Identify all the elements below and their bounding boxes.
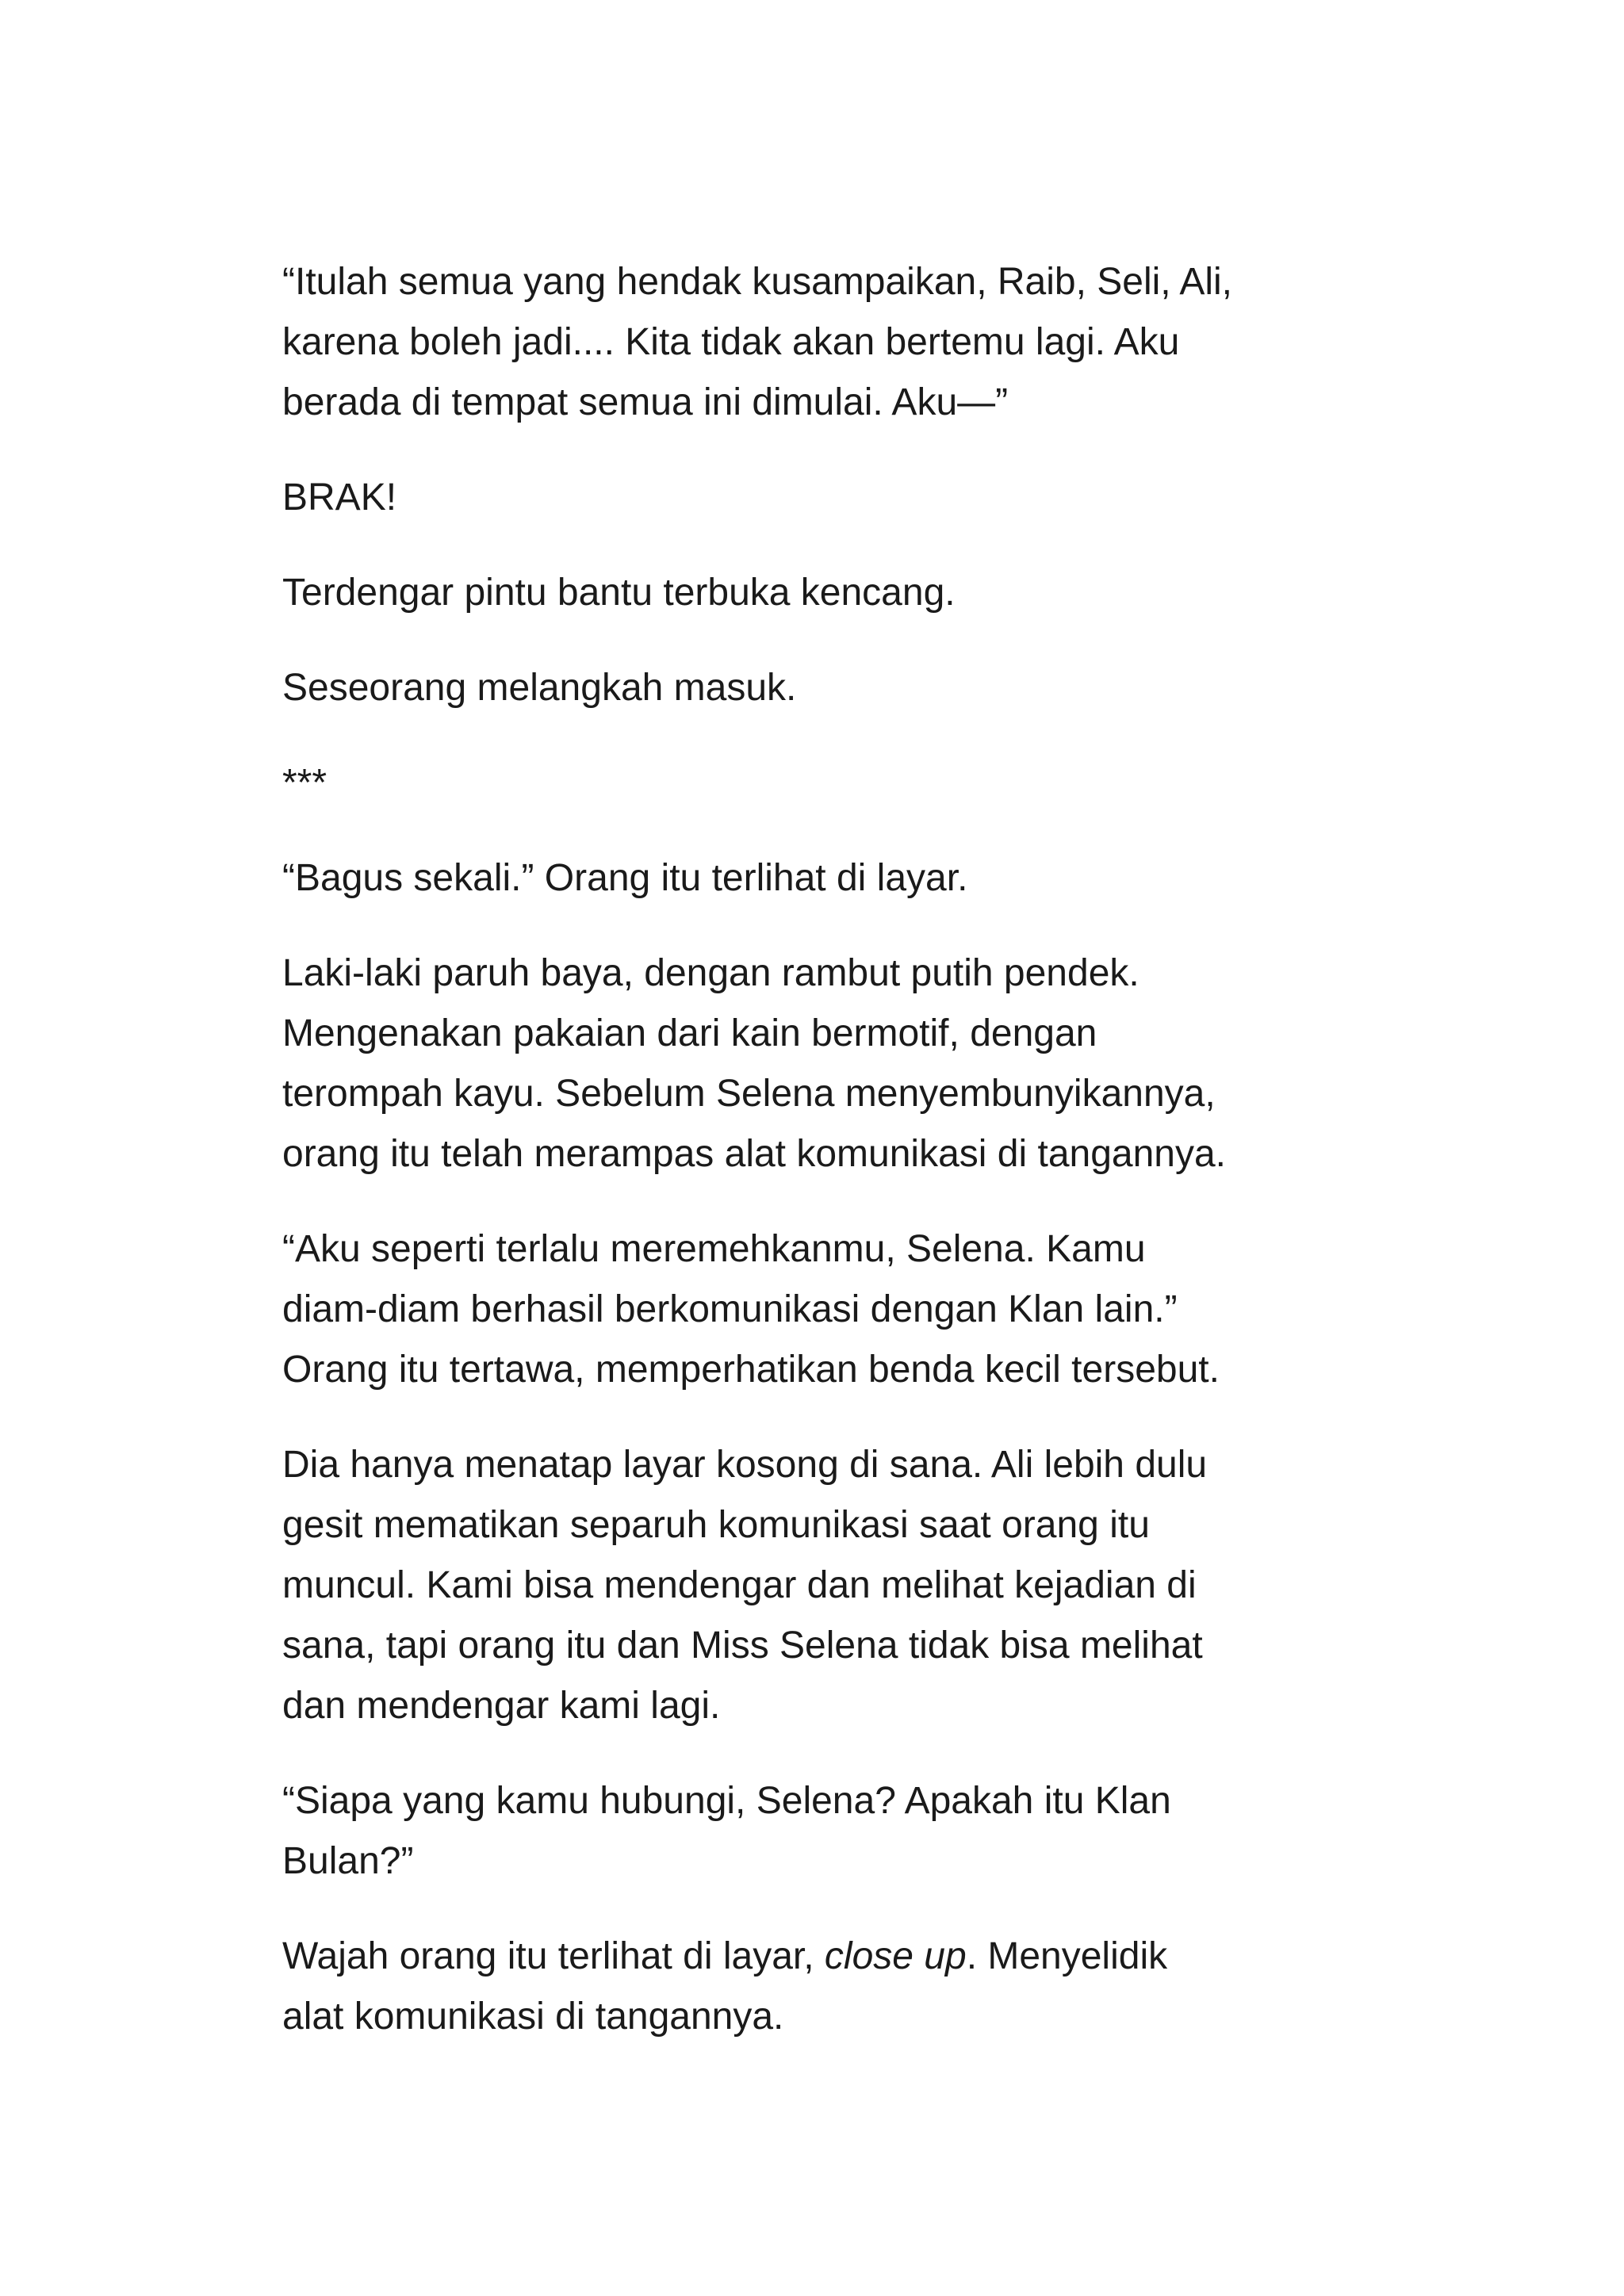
text-line: “Aku seperti terlalu meremehkanmu, Selena. Kamu <box>282 1228 1146 1270</box>
paragraph-8 <box>282 1219 1392 1400</box>
scene-break <box>282 753 1392 813</box>
text-line: diam-diam berhasil berkomunikasi dengan Klan lain.” <box>282 1288 1178 1330</box>
text-line: Laki-laki paruh baya, dengan rambut putih pendek. <box>282 952 1139 994</box>
text-line: “Itulah semua yang hendak kusampaikan, Raib, Seli, Ali, <box>282 261 1233 303</box>
text-line: muncul. Kami bisa mendengar dan melihat kejadian di <box>282 1564 1197 1606</box>
text-line: Mengenakan pakaian dari kain bermotif, dengan <box>282 1012 1097 1054</box>
text-line: Dia hanya menatap layar kosong di sana. Ali lebih dulu <box>282 1444 1208 1486</box>
text-body <box>282 252 1392 2082</box>
paragraph-2 <box>282 468 1392 528</box>
paragraph-6 <box>282 848 1392 909</box>
text-line: “Siapa yang kamu hubungi, Selena? Apakah itu Klan <box>282 1780 1171 1822</box>
text-line: terompah kayu. Sebelum Selena menyembunyikannya, <box>282 1073 1216 1115</box>
italic-text: close up <box>824 1935 967 1977</box>
scene-break-asterisks: *** <box>282 762 327 804</box>
text-line: karena boleh jadi.... Kita tidak akan bertemu lagi. Aku <box>282 321 1180 363</box>
paragraph-9 <box>282 1435 1392 1736</box>
text-line: berada di tempat semua ini dimulai. Aku—” <box>282 381 1009 423</box>
text-line: Terdengar pintu bantu terbuka kencang. <box>282 572 956 614</box>
text-line: Orang itu tertawa, memperhatikan benda kecil tersebut. <box>282 1349 1220 1391</box>
text-segment: Wajah orang itu terlihat di layar, <box>282 1935 825 1977</box>
text-segment: . Menyelidik <box>966 1935 1168 1977</box>
text-line: dan mendengar kami lagi. <box>282 1685 721 1727</box>
text-line: sana, tapi orang itu dan Miss Selena tidak bisa melihat <box>282 1624 1203 1667</box>
text-line: Bulan?” <box>282 1840 414 1882</box>
text-line: alat komunikasi di tangannya. <box>282 1996 784 2038</box>
text-line: BRAK! <box>282 476 397 519</box>
paragraph-3 <box>282 563 1392 623</box>
text-line: Seseorang melangkah masuk. <box>282 667 797 709</box>
paragraph-11 <box>282 1927 1392 2047</box>
text-line: “Bagus sekali.” Orang itu terlihat di layar. <box>282 857 968 899</box>
text-line: gesit mematikan separuh komunikasi saat orang itu <box>282 1504 1150 1546</box>
paragraph-7 <box>282 943 1392 1184</box>
text-line: orang itu telah merampas alat komunikasi di tangannya. <box>282 1133 1227 1175</box>
text-line <box>282 1927 1392 1987</box>
paragraph-4 <box>282 658 1392 718</box>
paragraph-1 <box>282 252 1392 433</box>
paragraph-10 <box>282 1771 1392 1892</box>
